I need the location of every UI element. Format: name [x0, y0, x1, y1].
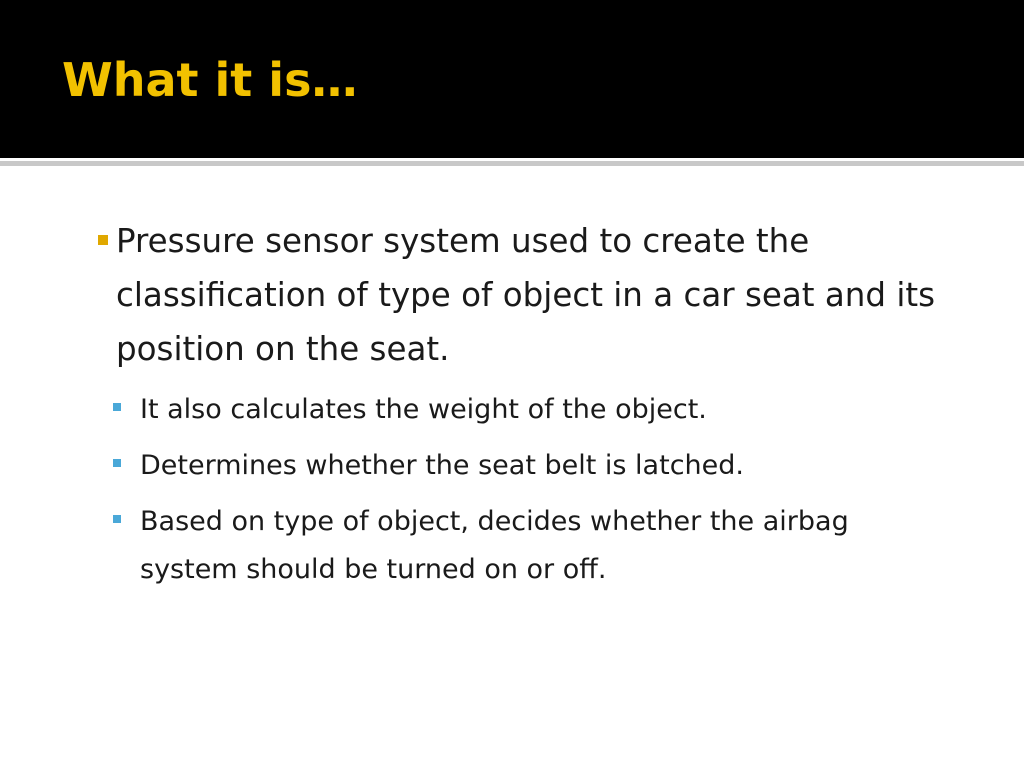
sub-bullet-item [100, 498, 960, 594]
sub-bullet-text: Based on type of object, decides whether the airbag system should be turned on or off. [140, 506, 849, 585]
slide-title: What it is… [62, 53, 358, 107]
square-bullet-icon [98, 235, 108, 245]
square-bullet-icon [113, 515, 121, 523]
slide-content [100, 214, 960, 602]
sub-bullet-item [100, 442, 960, 490]
title-divider-shadow [0, 161, 1024, 166]
sub-bullet-text: It also calculates the weight of the object. [140, 394, 707, 425]
sub-bullet-text: Determines whether the seat belt is latched. [140, 450, 744, 481]
sub-bullet-item [100, 386, 960, 434]
bullet-item [100, 214, 960, 376]
title-bar [0, 0, 1024, 158]
sub-bullet-list [100, 386, 960, 594]
square-bullet-icon [113, 403, 121, 411]
bullet-text: Pressure sensor system used to create the classification of type of object in a car seat and its position on the seat. [116, 222, 936, 368]
square-bullet-icon [113, 459, 121, 467]
